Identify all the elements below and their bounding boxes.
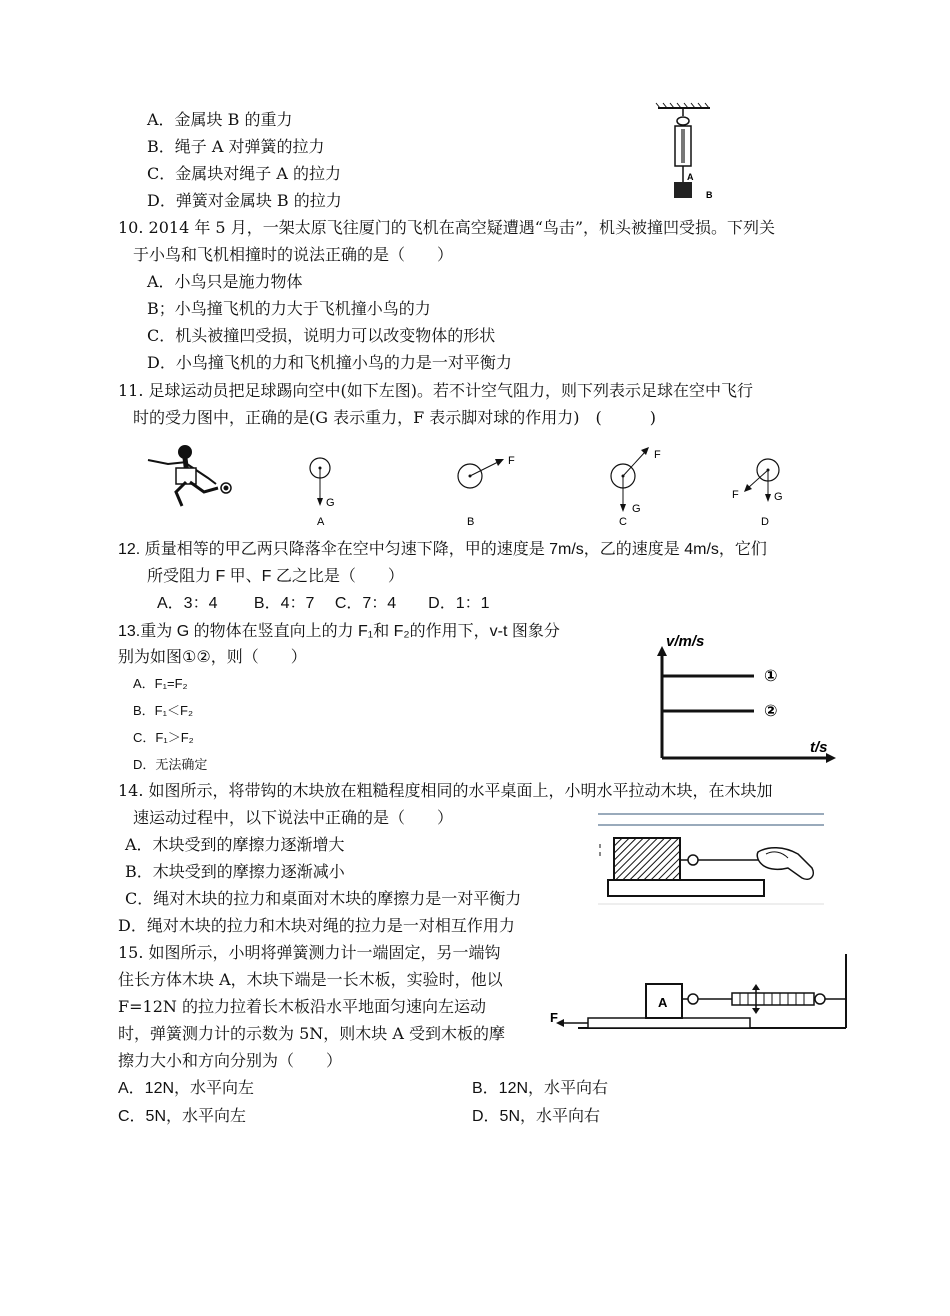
q12-stem-line1: 12. 质量相等的甲乙两只降落伞在空中匀速下降，甲的速度是 7m/s，乙的速度是 4m/s，它们: [118, 541, 767, 558]
force-label: F: [550, 1010, 558, 1025]
q11-stem-line1: 11. 足球运动员把足球踢向空中(如下左图)。若不计空气阻力，则下列表示足球在空中飞行: [118, 381, 754, 400]
label-f: F: [732, 489, 739, 501]
soccer-player-figure: [148, 446, 231, 506]
label-c: C: [619, 516, 627, 528]
q14-stem-line2: 速运动过程中，以下说法中正确的是（ ）: [133, 808, 454, 827]
soccer-force-figures: [140, 440, 800, 535]
q14-stem-line1: 14. 如图所示，将带钩的木块放在粗糙程度相同的水平桌面上，小明水平拉动木块，在木块加: [118, 781, 773, 800]
label-f: F: [508, 455, 515, 467]
block-a-label: A: [658, 995, 668, 1010]
y-axis-label: v/m/s: [666, 633, 705, 650]
q15-stem-line4: 时，弹簧测力计的示数为 5N，则木块 A 受到木板的摩: [118, 1024, 505, 1043]
q10-stem-line1: 10. 2014 年 5 月，一架太原飞往厦门的飞机在高空疑遭遇“鸟击”，机头被撞凹受损。下列关: [118, 218, 776, 237]
q14-option-d: D．绳对木块的拉力和木块对绳的拉力是一对相互作用力: [118, 916, 515, 935]
q9-option-c: C．金属块对绳子 A 的拉力: [147, 164, 341, 183]
q12-options: A．3：4 B．4：7 C．7：4 D．1：1: [157, 595, 490, 612]
q15-stem-line1: 15. 如图所示，小明将弹簧测力计一端固定，另一端钩: [118, 943, 501, 962]
q13-option-a: A．F₁=F₂: [133, 676, 188, 691]
q13-option-c: C．F₁＞F₂: [133, 730, 194, 745]
x-axis-label: t/s: [810, 739, 828, 756]
q9-option-a: A．金属块 B 的重力: [147, 110, 293, 129]
line-1-label: ①: [764, 668, 778, 685]
q14-option-b: B．木块受到的摩擦力逐渐减小: [125, 862, 345, 881]
q13-option-b: B．F₁＜F₂: [133, 703, 193, 718]
force-diagram-a: [310, 458, 335, 528]
q9-option-b: B．绳子 A 对弹簧的拉力: [147, 137, 325, 156]
q15-stem-line5: 擦力大小和方向分别为（ ）: [118, 1051, 343, 1070]
label-g: G: [632, 503, 641, 515]
q10-option-d: D．小鸟撞飞机的力和飞机撞小鸟的力是一对平衡力: [147, 353, 512, 372]
q11-stem-line2: 时的受力图中，正确的是(G 表示重力，F 表示脚对球的作用力) ( ): [133, 408, 657, 427]
q13-stem-line2: 别为如图①②，则（ ）: [118, 649, 307, 666]
q12-stem-line2: 所受阻力 F 甲、F 乙之比是（ ）: [147, 568, 404, 585]
q15-option-a: A．12N，水平向左: [118, 1080, 255, 1097]
q9-option-d: D．弹簧对金属块 B 的拉力: [147, 191, 342, 210]
q15-stem-line3: F=12N 的拉力拉着长木板沿水平地面匀速向左运动: [118, 997, 486, 1016]
q15-option-b: B．12N，水平向右: [472, 1080, 609, 1097]
label-g: G: [774, 491, 783, 503]
label-d: D: [761, 516, 769, 528]
q10-option-b: B；小鸟撞飞机的力大于飞机撞小鸟的力: [147, 299, 431, 318]
q15-option-d: D．5N，水平向右: [472, 1108, 601, 1125]
q14-option-a: A．木块受到的摩擦力逐渐增大: [125, 835, 345, 854]
q10-option-c: C．机头被撞凹受损，说明力可以改变物体的形状: [147, 326, 496, 345]
q15-option-c: C．5N，水平向左: [118, 1108, 247, 1125]
block-label: B: [706, 190, 713, 200]
rope-label: A: [687, 172, 694, 182]
line-2-label: ②: [764, 703, 778, 720]
force-diagram-d: [732, 459, 783, 528]
q15-stem-line2: 住长方体木块 A，木块下端是一长木板，实验时，他以: [118, 970, 503, 989]
block-on-table-figure: [598, 812, 828, 907]
force-diagram-b: [458, 455, 515, 528]
q10-option-a: A．小鸟只是施力物体: [147, 272, 303, 291]
vt-graph-figure: [640, 618, 840, 768]
q10-stem-line2: 于小鸟和飞机相撞时的说法正确的是（ ）: [133, 245, 454, 264]
force-diagram-c: [611, 447, 661, 528]
q13-option-d: D．无法确定: [133, 757, 208, 772]
q13-stem-line1: 13.重为 G 的物体在竖直向上的力 F₁和 F₂的作用下，v-t 图象分: [118, 623, 560, 640]
label-b: B: [467, 516, 475, 528]
label-g: G: [326, 497, 335, 509]
label-a: A: [317, 516, 325, 528]
spring-scale-board-figure: [548, 952, 853, 1034]
q14-option-c: C．绳对木块的拉力和桌面对木块的摩擦力是一对平衡力: [125, 889, 522, 908]
label-f: F: [654, 449, 661, 461]
spring-scale-figure: [650, 102, 730, 202]
